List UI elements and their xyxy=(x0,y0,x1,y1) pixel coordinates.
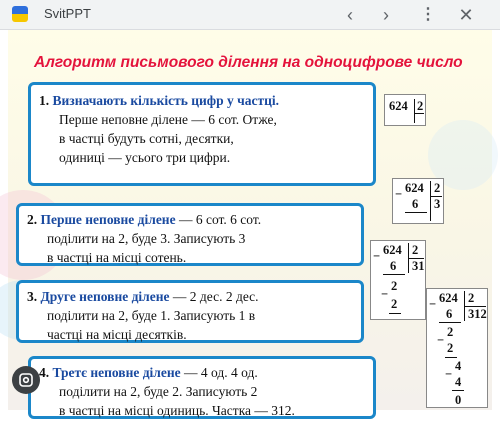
step-card-4 xyxy=(28,356,376,419)
lens-search-button[interactable] xyxy=(12,366,40,394)
calc-divider-line xyxy=(430,181,431,221)
step-line: поділити на 2, буде 2. Записують 2 xyxy=(59,384,258,399)
calc-divisor: 2 xyxy=(417,99,424,113)
step-heading: Визначають кількість цифр у частці. xyxy=(52,93,280,108)
calc-subtrahend: 6 xyxy=(412,197,419,211)
step-line: в частці на місці одиниць. Частка — 312. xyxy=(59,403,295,418)
division-calc-2 xyxy=(392,178,444,224)
app-title: SvitPPT xyxy=(44,6,91,21)
calc-quotient: 31 xyxy=(412,259,425,273)
calc-quotient: 3 xyxy=(434,197,441,211)
calc-dividend: 624 xyxy=(405,181,424,195)
step-card-2 xyxy=(16,203,364,266)
calc-minus: − xyxy=(445,367,453,381)
calc-subtrahend: 4 xyxy=(455,375,462,389)
calc-dividend: 624 xyxy=(383,243,402,257)
division-calc-4 xyxy=(426,288,488,408)
step-heading: Друге неповне ділене xyxy=(40,289,170,304)
calc-divisor-line xyxy=(414,113,424,114)
step-line: частці на місці десятків. xyxy=(47,327,187,342)
calc-subtrahend: 2 xyxy=(447,341,454,355)
calc-minus: − xyxy=(381,287,389,301)
more-menu-button[interactable]: ⋮ xyxy=(420,6,436,23)
step-heading-rest: — 2 дес. 2 дес. xyxy=(169,289,259,304)
back-button[interactable]: ‹ xyxy=(347,5,353,25)
step-line: в частці на місці сотень. xyxy=(47,250,187,265)
step-line: одиниці — усього три цифри. xyxy=(59,150,231,165)
division-calc-3 xyxy=(370,240,426,320)
slide-title: Алгоритм письмового ділення на одноцифрове число xyxy=(34,54,463,71)
step-line: поділити на 2, буде 3. Записують 3 xyxy=(47,231,246,246)
ukraine-flag-logo-icon xyxy=(12,6,28,22)
calc-subtrahend: 6 xyxy=(446,307,453,321)
calc-remainder: 2 xyxy=(391,279,398,293)
slide-image xyxy=(8,30,492,418)
step-number: 4. xyxy=(39,365,50,380)
calc-divider-line xyxy=(414,99,415,123)
calc-sub-line xyxy=(389,313,401,314)
step-heading-rest: — 6 сот. 6 сот. xyxy=(175,212,262,227)
lens-search-icon xyxy=(18,372,34,388)
calc-remainder: 4 xyxy=(455,359,462,373)
calc-subtrahend: 6 xyxy=(390,259,397,273)
image-viewer xyxy=(0,30,500,428)
calc-dividend: 624 xyxy=(389,99,408,113)
step-number: 1. xyxy=(39,93,50,108)
step-card-3 xyxy=(16,280,364,343)
top-bar xyxy=(0,0,500,30)
calc-minus: − xyxy=(373,249,381,263)
step-card-1 xyxy=(28,82,376,186)
calc-final-remainder: 0 xyxy=(455,393,462,407)
calc-remainder: 2 xyxy=(447,325,454,339)
calc-minus: − xyxy=(395,187,403,201)
calc-divisor: 2 xyxy=(412,243,419,257)
step-heading-rest: — 4 од. 4 од. xyxy=(180,365,258,380)
calc-divisor: 2 xyxy=(434,181,441,195)
step-line: Перше неповне ділене — 6 сот. Отже, xyxy=(59,112,277,127)
calc-sub-line xyxy=(439,322,461,323)
step-line: в частці будуть сотні, десятки, xyxy=(59,131,234,146)
step-line: поділити на 2, буде 1. Записують 1 в xyxy=(47,308,256,323)
calc-subtrahend: 2 xyxy=(391,297,398,311)
step-heading: Перше неповне ділене xyxy=(40,212,176,227)
close-button[interactable]: ✕ xyxy=(458,5,474,25)
calc-minus: − xyxy=(429,297,437,311)
step-heading: Третє неповне ділене xyxy=(52,365,181,380)
calc-sub-line xyxy=(383,274,405,275)
step-number: 2. xyxy=(27,212,38,227)
calc-divisor: 2 xyxy=(468,291,475,305)
calc-sub-line xyxy=(452,390,464,391)
calc-quotient: 312 xyxy=(468,307,487,321)
division-calc-1 xyxy=(384,94,426,126)
calc-sub-line xyxy=(405,212,427,213)
calc-dividend: 624 xyxy=(439,291,458,305)
step-number: 3. xyxy=(27,289,38,304)
calc-minus: − xyxy=(437,333,445,347)
calc-sub-line xyxy=(445,357,457,358)
forward-button[interactable]: › xyxy=(383,5,389,25)
